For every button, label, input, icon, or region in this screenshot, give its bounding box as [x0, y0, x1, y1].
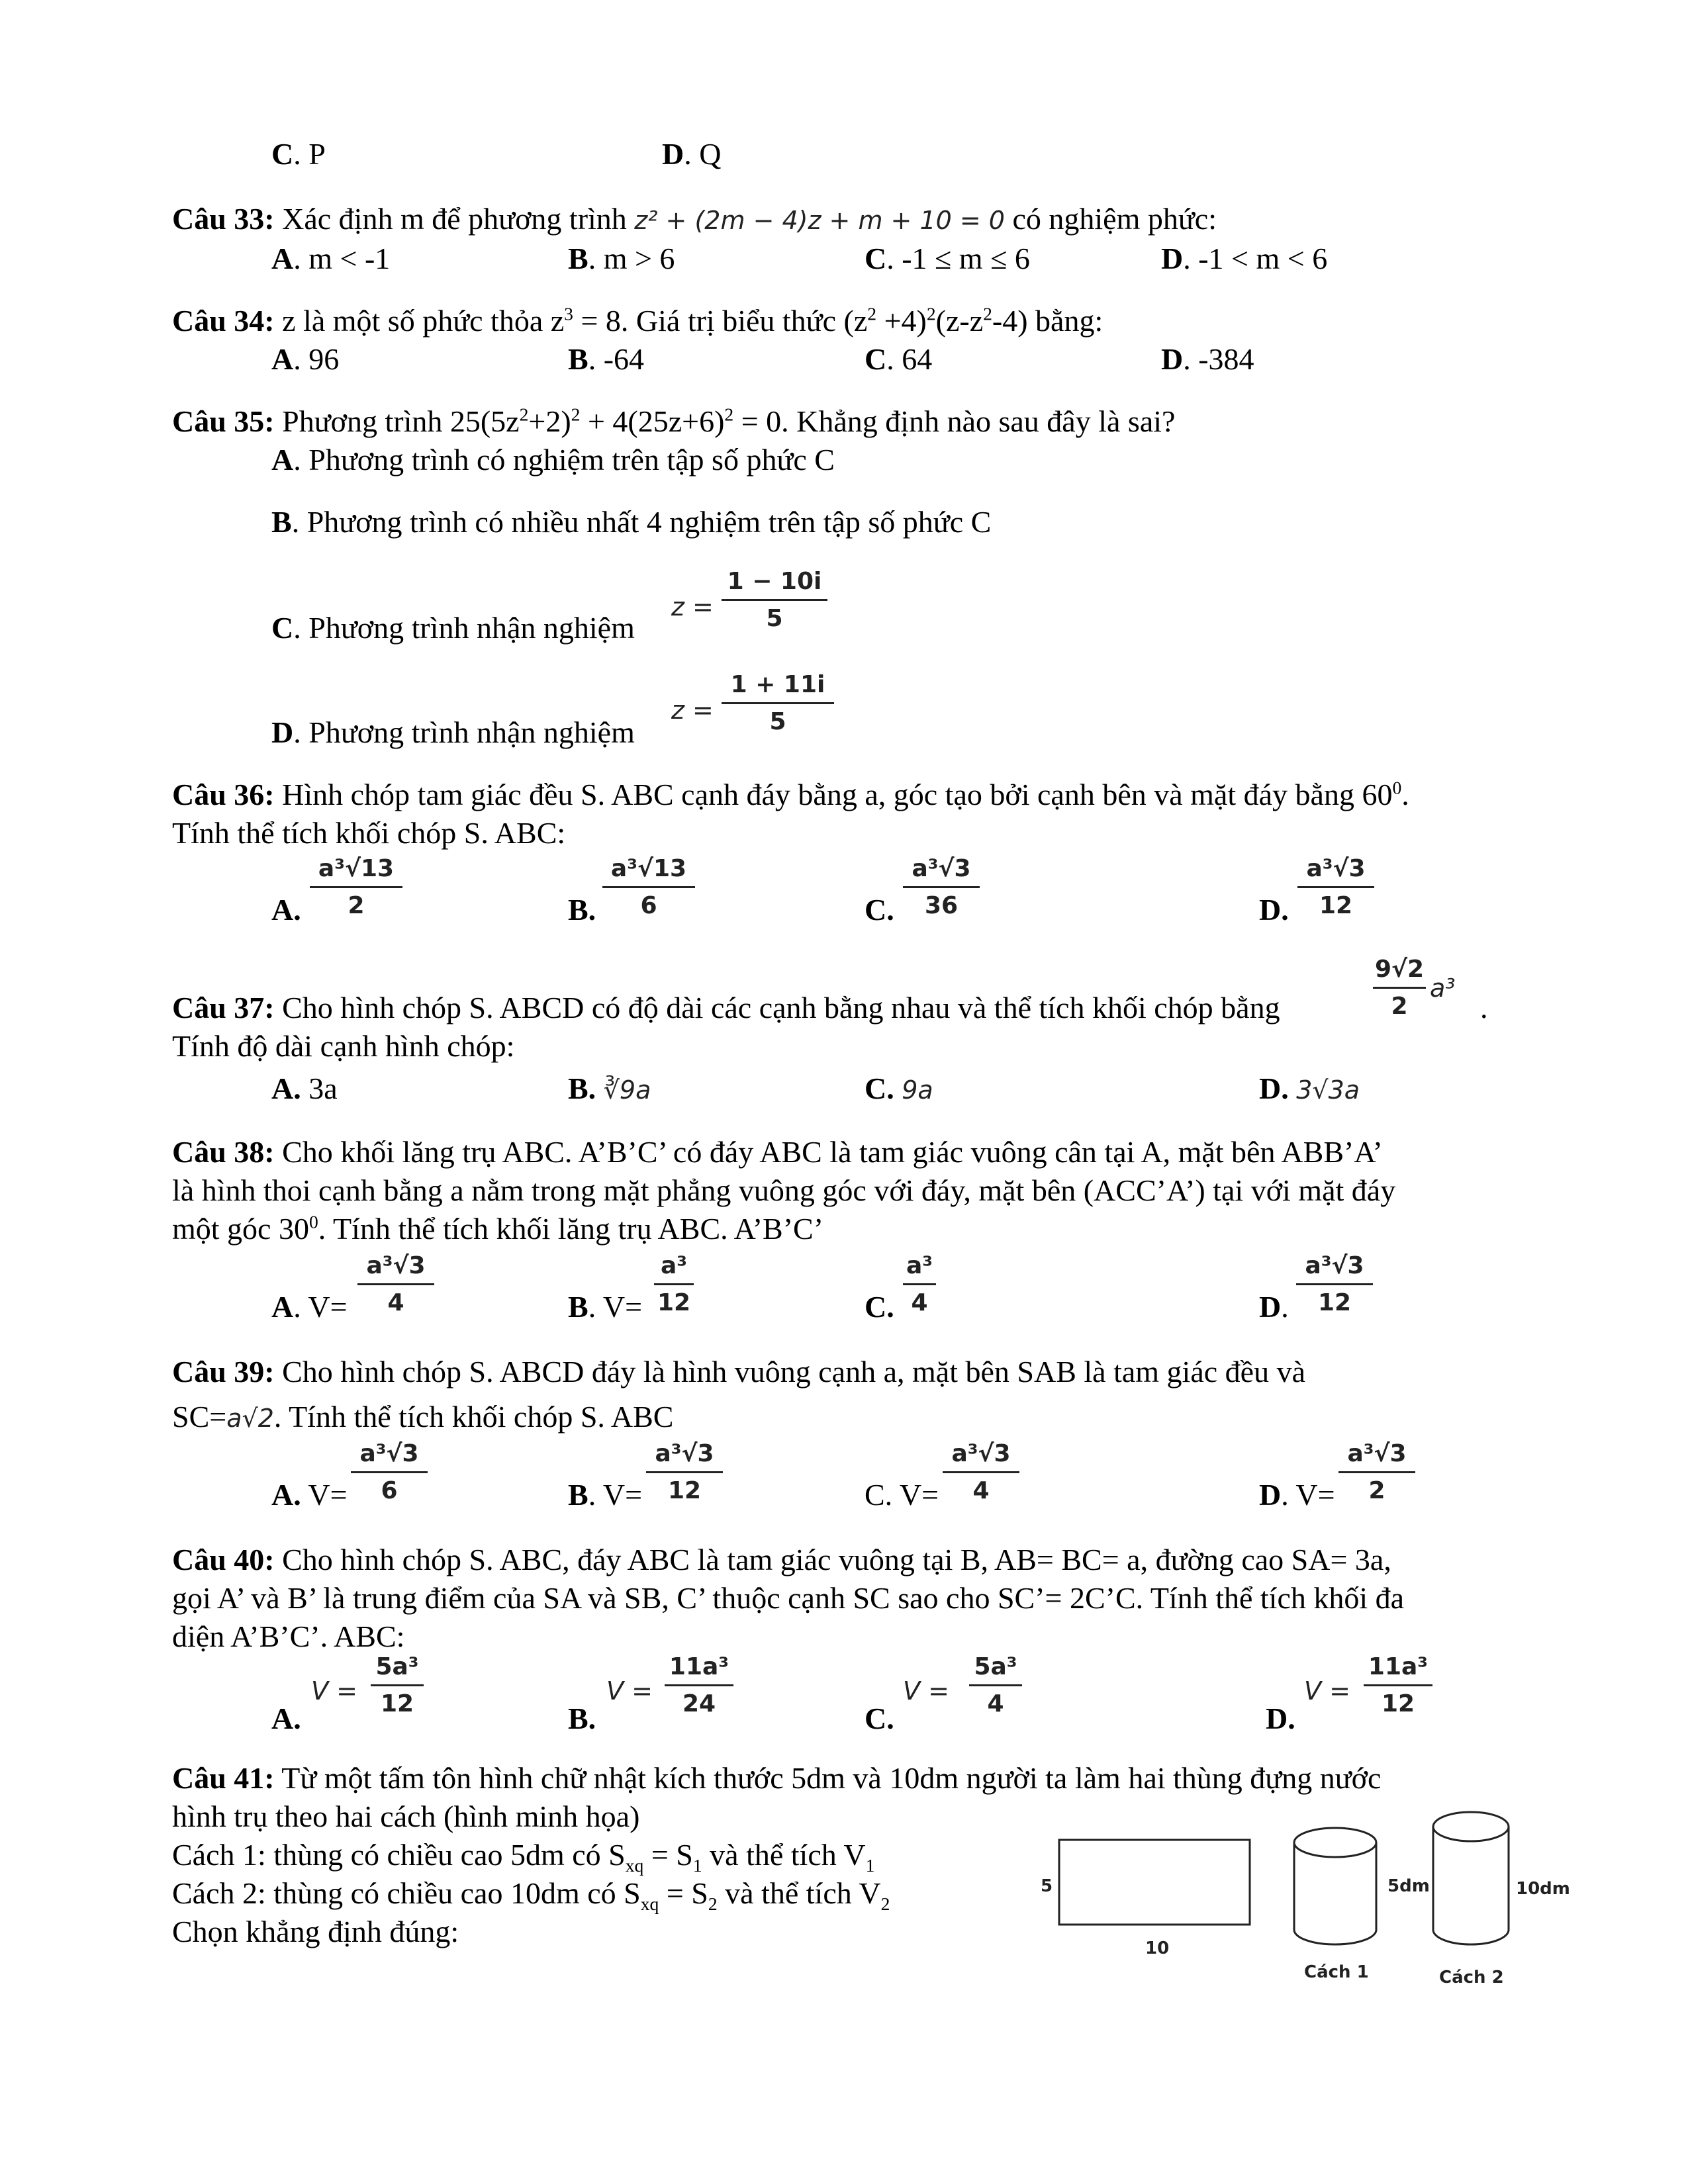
q40-stem-line2: gọi A’ và B’ là trung điểm của SA và SB, C’ thuộc cạnh SC sao cho SC’= 2C’C. Tính thể tích khối đa — [172, 1581, 1405, 1615]
q39-option-b-fraction: $\frac{\text{a³√3}}{12}$ — [646, 1440, 723, 1504]
q37-period: . — [1480, 991, 1488, 1024]
q41-stem-line1: Câu 41: Từ một tấm tôn hình chữ nhật kích thước 5dm và 10dm người ta làm hai thùng đựng nước — [172, 1761, 1382, 1795]
q40-option-c-label: C. — [865, 1702, 894, 1735]
q35-option-c: C. Phương trình nhận nghiệm — [271, 611, 635, 645]
q35-option-a: A. Phương trình có nghiệm trên tập số phức C — [271, 443, 835, 477]
q40-option-c-fraction: $\frac{\text{5a³}}{4}$ — [969, 1653, 1022, 1717]
q39-option-d-label: D. V= — [1259, 1478, 1335, 1512]
q34-option-a: A. 96 — [271, 342, 340, 376]
q40-option-d-v: V = — [1304, 1676, 1350, 1706]
q39-option-c-label: C. V= — [865, 1478, 939, 1512]
q41-cach2: Cách 2: thùng có chiều cao 10dm có $S_{xq} = S_2$ và thể tích $V_2$ — [172, 1876, 890, 1915]
q37-stem-line1: Câu 37: Cho hình chóp S. ABCD có độ dài các cạnh bằng nhau và thể tích khối chóp bằng — [172, 991, 1280, 1024]
q39-stem-line2: SC=a√2. Tính thể tích khối chóp S. ABC — [172, 1400, 674, 1433]
q37-option-d: D. 3√3a — [1259, 1071, 1360, 1105]
q36-option-c-fraction: $\frac{\text{a³√3}}{36}$ — [903, 855, 980, 919]
q38-stem-line2: là hình thoi cạnh bằng a nằm trong mặt phẳng vuông góc với đáy, mặt bên (ACC’A’) tại với mặt đáy — [172, 1173, 1396, 1207]
cylinder2-height-label: 10dm — [1516, 1879, 1570, 1899]
q38-stem-line3: một góc $30^0$. Tính thể tích khối lăng trụ ABC. A’B’C’ — [172, 1211, 824, 1246]
q34-stem: Câu 34: z là một số phức thỏa $z^3 = 8$. Giá trị biểu thức $(z^2 +4)^2(z-z^2-4)$ bằng: — [172, 303, 1103, 338]
q40-option-a-label: A. — [271, 1702, 301, 1735]
q40-option-d-label: D. — [1266, 1702, 1295, 1735]
prev-option-d: D. Q — [662, 137, 722, 171]
cach2-caption: Cách 2 — [1439, 1968, 1504, 1987]
q39-stem-line1: Câu 39: Cho hình chóp S. ABCD đáy là hình vuông cạnh a, mặt bên SAB là tam giác đều và — [172, 1355, 1305, 1388]
q38-option-b-fraction: $\frac{\text{a³}}{12}$ — [654, 1252, 694, 1316]
rect-width-label: 10 — [1145, 1938, 1170, 1958]
q33-option-c: C. -1 ≤ m ≤ 6 — [865, 242, 1030, 275]
q34-option-c: C. 64 — [865, 342, 933, 376]
q38-option-d-fraction: $\frac{\text{a³√3}}{12}$ — [1296, 1252, 1373, 1316]
q33-option-a: A. m < -1 — [271, 242, 391, 275]
q36-option-d-fraction: $\frac{\text{a³√3}}{12}$ — [1297, 855, 1374, 919]
q34-option-d: D. -384 — [1161, 342, 1254, 376]
q36-stem-line1: Câu 36: Hình chóp tam giác đều S. ABC cạnh đáy bằng a, góc tạo bởi cạnh bên và mặt đáy bằng $60^0$. — [172, 777, 1409, 811]
q40-option-c-v: V = — [903, 1676, 949, 1706]
q38-option-a-fraction: $\frac{\text{a³√3}}{4}$ — [357, 1252, 434, 1316]
q40-option-a-fraction: $\frac{\text{5a³}}{12}$ — [371, 1653, 424, 1717]
q35-option-d: D. Phương trình nhận nghiệm — [271, 715, 635, 749]
q41-stem-line2: hình trụ theo hai cách (hình minh họa) — [172, 1799, 640, 1833]
q36-option-a-label: A. — [271, 893, 301, 927]
q39-option-a-label: A. V= — [271, 1478, 348, 1512]
q37-stem-line2: Tính độ dài cạnh hình chóp: — [172, 1029, 515, 1063]
q37-volume-tail: a³ — [1430, 974, 1456, 1003]
q40-option-b-label: B. — [568, 1702, 596, 1735]
q35-c-z-equals: z = — [671, 592, 714, 621]
q39-option-a-fraction: $\frac{\text{a³√3}}{6}$ — [351, 1440, 428, 1504]
q38-option-d-label: D. — [1259, 1290, 1289, 1324]
q40-stem-line1: Câu 40: Cho hình chóp S. ABC, đáy ABC là tam giác vuông tại B, AB= BC= a, đường cao SA= 3a, — [172, 1543, 1391, 1576]
q38-stem-line1: Câu 38: Cho khối lăng trụ ABC. A’B’C’ có đáy ABC là tam giác vuông cân tại A, mặt bên ABB’A’ — [172, 1135, 1383, 1169]
cylinder1-height-label: 5dm — [1387, 1876, 1430, 1896]
q37-option-b: B. ∛9a — [568, 1071, 651, 1105]
q38-option-c-fraction: $\frac{\text{a³}}{4}$ — [903, 1252, 936, 1316]
q41-illustration — [1019, 1800, 1575, 1999]
q35-stem: Câu 35: Phương trình $25(5z^2+2)^2 + 4(25z+6)^2 = 0$. Khẳng định nào sau đây là sai? — [172, 404, 1176, 438]
cylinder-cach-2 — [1433, 1812, 1509, 1944]
q37-option-c: C. 9a — [865, 1071, 933, 1105]
q38-option-c-label: C. — [865, 1290, 894, 1324]
q40-option-b-v: V = — [606, 1676, 653, 1706]
q40-option-b-fraction: $\frac{\text{11a³}}{24}$ — [665, 1653, 733, 1717]
q35-c-fraction: $\frac{1 - 10i}{5}$ — [722, 568, 827, 632]
q39-option-b-label: B. V= — [568, 1478, 643, 1512]
q33-equation: z² + (2m − 4)z + m + 10 = 0 — [634, 206, 1005, 235]
q36-option-b-label: B. — [568, 893, 596, 927]
q36-stem-line2: Tính thể tích khối chóp S. ABC: — [172, 816, 566, 850]
prev-option-c: C. P — [271, 137, 326, 171]
q35-d-z-equals: z = — [671, 696, 714, 725]
q40-option-d-fraction: $\frac{\text{11a³}}{12}$ — [1364, 1653, 1432, 1717]
cylinder-cach-1 — [1294, 1828, 1376, 1944]
q33-option-d: D. -1 < m < 6 — [1161, 242, 1328, 275]
q35-option-b: B. Phương trình có nhiều nhất 4 nghiệm trên tập số phức C — [271, 505, 992, 539]
rect-height-label: 5 — [1041, 1876, 1053, 1896]
q36-option-c-label: C. — [865, 893, 894, 927]
q38-option-b-label: B. V= — [568, 1290, 643, 1324]
q39-option-c-fraction: $\frac{\text{a³√3}}{4}$ — [943, 1440, 1019, 1504]
q36-option-b-fraction: $\frac{\text{a³√13}}{6}$ — [602, 855, 695, 919]
q37-option-a: A. 3a — [271, 1071, 338, 1105]
q41-cach1: Cách 1: thùng có chiều cao 5dm có $S_{xq} = S_1$ và thể tích $V_1$ — [172, 1838, 875, 1876]
q40-option-a-v: V = — [311, 1676, 357, 1706]
q39-option-d-fraction: $\frac{\text{a³√3}}{2}$ — [1338, 1440, 1415, 1504]
q35-d-fraction: $\frac{1 + 11i}{5}$ — [722, 671, 834, 735]
q36-option-a-fraction: $\frac{\text{a³√13}}{2}$ — [310, 855, 402, 919]
q34-option-b: B. -64 — [568, 342, 645, 376]
q41-choose: Chọn khẳng định đúng: — [172, 1915, 459, 1948]
tin-sheet-rect — [1059, 1840, 1250, 1925]
q36-option-d-label: D. — [1259, 893, 1289, 927]
cach1-caption: Cách 1 — [1304, 1962, 1369, 1982]
q40-stem-line3: diện A’B’C’. ABC: — [172, 1619, 405, 1653]
q37-volume-fraction: $\frac{9√2}{2}$ — [1373, 956, 1426, 1020]
q33-option-b: B. m > 6 — [568, 242, 675, 275]
q38-option-a-label: A. V= — [271, 1290, 348, 1324]
q33-stem: Câu 33: Xác định m để phương trình z² + (2m − 4)z + m + 10 = 0 có nghiệm phức: — [172, 202, 1217, 236]
